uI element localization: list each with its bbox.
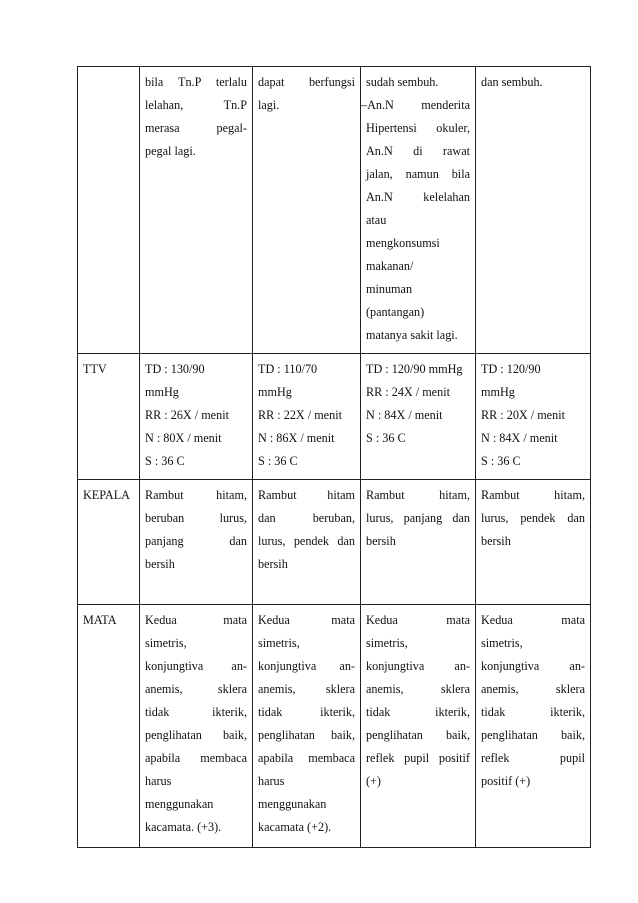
cell-line: tidak ikterik, — [258, 705, 355, 719]
cell-line: pegal lagi. — [145, 144, 196, 158]
cell-kepala-col3 — [361, 480, 476, 605]
cell-line: Rambut hitam, — [145, 488, 247, 502]
cell-line: S : 36 C — [481, 454, 521, 468]
cell-line: kacamata. (+3). — [145, 820, 222, 834]
cell-line: kacamata (+2). — [258, 820, 332, 834]
table-row-ttv — [78, 354, 591, 480]
cell-line: Rambut hitam — [258, 488, 355, 502]
cell-line: simetris, — [481, 636, 523, 650]
cell-line: penglihatan baik, — [481, 728, 585, 742]
cell-line: beruban lurus, — [145, 511, 247, 525]
cell-line: konjungtiva an- — [258, 659, 355, 673]
cell-kepala-col1 — [140, 480, 253, 605]
cell-line: mmHg — [145, 385, 179, 399]
cell-line: konjungtiva an- — [366, 659, 470, 673]
cell-line: lagi. — [258, 98, 280, 112]
cell-line: (+) — [366, 774, 381, 788]
cell-continuation-col2 — [253, 67, 361, 354]
cell-line: TD : 110/70 — [258, 362, 318, 376]
cell-line: atau — [366, 213, 387, 227]
cell-line: menggunakan — [258, 797, 327, 811]
cell-line: harus — [145, 774, 172, 788]
cell-kepala-col2 — [253, 480, 361, 605]
cell-line: harus — [258, 774, 285, 788]
cell-line: mmHg — [258, 385, 292, 399]
cell-line: tidak ikterik, — [481, 705, 585, 719]
cell-ttv-col1 — [140, 354, 253, 480]
cell-line: simetris, — [366, 636, 408, 650]
cell-line: Rambut hitam, — [481, 488, 585, 502]
cell-line: konjungtiva an- — [145, 659, 247, 673]
cell-line: RR : 22X / menit — [258, 408, 342, 422]
cell-line: RR : 20X / menit — [481, 408, 565, 422]
cell-line: reflek pupil positif — [366, 751, 470, 765]
cell-line: mmHg — [481, 385, 515, 399]
cell-line: S : 36 C — [145, 454, 185, 468]
cell-line: An.N kelelahan — [366, 190, 470, 204]
cell-line: jalan, namun bila — [366, 167, 470, 181]
cell-line: Kedua mata — [145, 613, 247, 627]
cell-line: TD : 120/90 mmHg — [366, 362, 463, 376]
cell-mata-col2 — [253, 605, 361, 848]
cell-line: N : 86X / menit — [258, 431, 335, 445]
cell-ttv-col2 — [253, 354, 361, 480]
table-row-kepala — [78, 480, 591, 605]
cell-line: lurus, panjang dan — [366, 511, 470, 525]
cell-line: simetris, — [145, 636, 187, 650]
cell-line: bersih — [481, 534, 511, 548]
cell-line: bersih — [145, 557, 175, 571]
cell-line: merasa pegal- — [145, 121, 247, 135]
row-label-kepala: KEPALA — [78, 480, 140, 605]
row-label-empty — [78, 67, 140, 354]
cell-line: N : 84X / menit — [366, 408, 443, 422]
cell-line: apabila membaca — [145, 751, 247, 765]
cell-line: makanan/ — [366, 259, 414, 273]
cell-line: panjang dan — [145, 534, 247, 548]
cell-line: N : 80X / menit — [145, 431, 222, 445]
cell-line: tidak ikterik, — [145, 705, 247, 719]
cell-line: Hipertensi okuler, — [366, 121, 470, 135]
cell-line: minuman — [366, 282, 413, 296]
table-row-mata — [78, 605, 591, 848]
cell-line: N : 84X / menit — [481, 431, 558, 445]
cell-line: positif (+) — [481, 774, 531, 788]
cell-line: tidak ikterik, — [366, 705, 470, 719]
cell-line: Rambut hitam, — [366, 488, 470, 502]
cell-line: menggunakan — [145, 797, 214, 811]
cell-line: anemis, sklera — [145, 682, 247, 696]
cell-continuation-col4 — [476, 67, 591, 354]
cell-mata-col4 — [476, 605, 591, 848]
cell-line: An.N di rawat — [366, 144, 470, 158]
row-label-ttv: TTV — [78, 354, 140, 480]
cell-line: konjungtiva an- — [481, 659, 585, 673]
cell-line: bersih — [258, 557, 288, 571]
cell-line: anemis, sklera — [481, 682, 585, 696]
cell-line: TD : 130/90 — [145, 362, 205, 376]
cell-line: TD : 120/90 — [481, 362, 541, 376]
cell-line: bila Tn.P terlalu — [145, 75, 247, 89]
cell-line: penglihatan baik, — [366, 728, 470, 742]
cell-line: mengkonsumsi — [366, 236, 440, 250]
cell-line: apabila membaca — [258, 751, 355, 765]
cell-line: bersih — [366, 534, 396, 548]
cell-line: (pantangan) — [366, 305, 425, 319]
assessment-table — [77, 66, 591, 848]
cell-line: simetris, — [258, 636, 300, 650]
cell-line: lurus, pendek dan — [481, 511, 585, 525]
cell-continuation-col3 — [361, 67, 476, 354]
cell-line: dan beruban, — [258, 511, 355, 525]
cell-line: reflek pupil — [481, 751, 585, 765]
cell-line: RR : 26X / menit — [145, 408, 229, 422]
cell-line: dan sembuh. — [481, 75, 543, 89]
cell-line: Kedua mata — [481, 613, 585, 627]
cell-mata-col1 — [140, 605, 253, 848]
cell-line: lurus, pendek dan — [258, 534, 355, 548]
cell-line: S : 36 C — [366, 431, 406, 445]
cell-line: S : 36 C — [258, 454, 298, 468]
cell-line: –An.N menderita — [361, 98, 470, 112]
cell-line: anemis, sklera — [258, 682, 355, 696]
cell-mata-col3 — [361, 605, 476, 848]
cell-ttv-col3 — [361, 354, 476, 480]
cell-line: Kedua mata — [258, 613, 355, 627]
cell-line: matanya sakit lagi. — [366, 328, 458, 342]
cell-line: Kedua mata — [366, 613, 470, 627]
cell-continuation-col1 — [140, 67, 253, 354]
cell-line: RR : 24X / menit — [366, 385, 450, 399]
cell-line: dapat berfungsi — [258, 75, 355, 89]
table-row-continuation — [78, 67, 591, 354]
row-label-mata: MATA — [78, 605, 140, 848]
cell-line: penglihatan baik, — [258, 728, 355, 742]
cell-line: lelahan, Tn.P — [145, 98, 247, 112]
cell-ttv-col4 — [476, 354, 591, 480]
cell-kepala-col4 — [476, 480, 591, 605]
cell-line: anemis, sklera — [366, 682, 470, 696]
cell-line: penglihatan baik, — [145, 728, 247, 742]
cell-line: sudah sembuh. — [366, 75, 439, 89]
